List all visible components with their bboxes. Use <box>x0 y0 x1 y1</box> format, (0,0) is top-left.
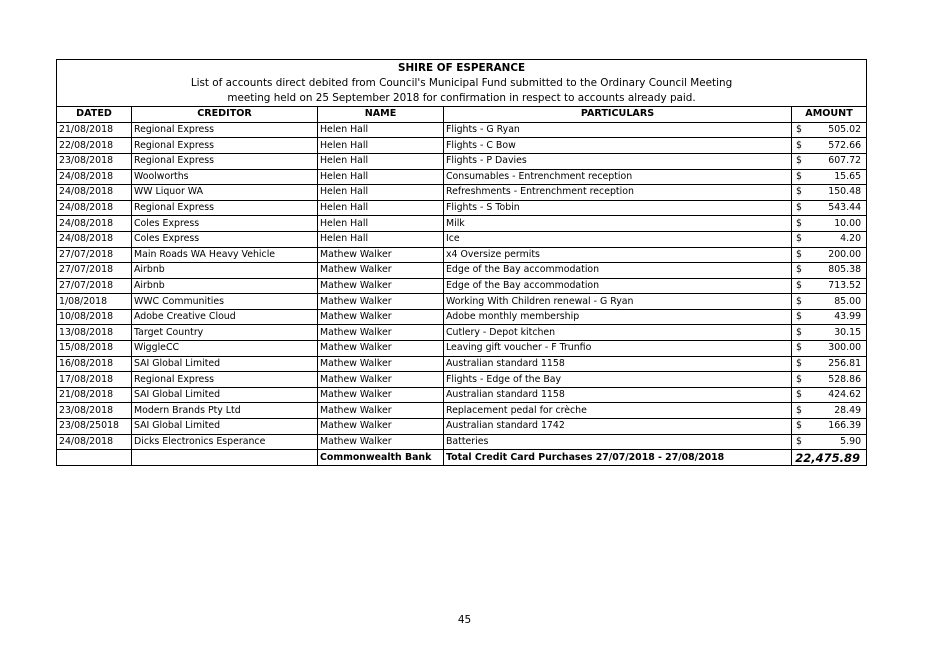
currency-symbol: $ <box>796 264 802 276</box>
table-row <box>57 372 867 388</box>
accounts-table <box>56 59 867 466</box>
cell-amount <box>792 372 867 388</box>
cell-creditor: Main Roads WA Heavy Vehicle <box>132 247 318 263</box>
cell-name: Helen Hall <box>318 122 444 138</box>
cell-creditor: WW Liquor WA <box>132 185 318 201</box>
cell-particulars: Edge of the Bay accommodation <box>444 278 792 294</box>
cell-name: Helen Hall <box>318 200 444 216</box>
cell-dated: 13/08/2018 <box>57 325 132 341</box>
cell-creditor: SAI Global Limited <box>132 356 318 372</box>
cell-name: Mathew Walker <box>318 294 444 310</box>
cell-amount <box>792 200 867 216</box>
cell-particulars: Flights - P Davies <box>444 153 792 169</box>
cell-amount <box>792 247 867 263</box>
amount-value: 805.38 <box>828 264 862 276</box>
cell-name: Mathew Walker <box>318 372 444 388</box>
header-creditor: CREDITOR <box>132 107 318 123</box>
cell-particulars: Working With Children renewal - G Ryan <box>444 294 792 310</box>
cell-creditor: Dicks Electronics Esperance <box>132 434 318 450</box>
cell-creditor: SAI Global Limited <box>132 419 318 435</box>
table-row <box>57 231 867 247</box>
total-particulars: Total Credit Card Purchases 27/07/2018 - 27/08/2018 <box>444 450 792 466</box>
cell-particulars: Australian standard 1158 <box>444 387 792 403</box>
table-row <box>57 153 867 169</box>
cell-amount <box>792 387 867 403</box>
cell-dated: 10/08/2018 <box>57 309 132 325</box>
cell-name: Mathew Walker <box>318 247 444 263</box>
cell-particulars: Consumables - Entrenchment reception <box>444 169 792 185</box>
cell-amount <box>792 309 867 325</box>
header-amount: AMOUNT <box>792 107 867 123</box>
amount-value: 256.81 <box>828 357 862 369</box>
total-blank-creditor <box>132 450 318 466</box>
table-row <box>57 200 867 216</box>
currency-symbol: $ <box>796 389 802 401</box>
currency-symbol: $ <box>796 280 802 291</box>
cell-particulars: Flights - Edge of the Bay <box>444 372 792 388</box>
cell-particulars: Replacement pedal for crèche <box>444 403 792 419</box>
cell-particulars: Adobe monthly membership <box>444 309 792 325</box>
table-row <box>57 294 867 310</box>
amount-value: 10.00 <box>834 217 862 229</box>
amount-value: 543.44 <box>828 202 862 214</box>
amount-value: 28.49 <box>834 404 862 416</box>
cell-name: Helen Hall <box>318 216 444 232</box>
cell-particulars: Australian standard 1158 <box>444 356 792 372</box>
page-number: 45 <box>457 614 472 626</box>
cell-amount <box>792 341 867 357</box>
cell-amount <box>792 138 867 154</box>
currency-symbol: $ <box>796 404 802 416</box>
cell-creditor: WiggleCC <box>132 341 318 357</box>
cell-dated: 17/08/2018 <box>57 372 132 388</box>
table-row <box>57 387 867 403</box>
cell-creditor: Regional Express <box>132 153 318 169</box>
cell-particulars: Australian standard 1742 <box>444 419 792 435</box>
header-particulars: PARTICULARS <box>444 107 792 123</box>
cell-name: Mathew Walker <box>318 309 444 325</box>
total-blank-dated <box>57 450 132 466</box>
table-row <box>57 434 867 450</box>
cell-name: Helen Hall <box>318 138 444 154</box>
header-name: NAME <box>318 107 444 123</box>
cell-dated: 21/08/2018 <box>57 387 132 403</box>
currency-symbol: $ <box>796 295 802 307</box>
cell-name: Helen Hall <box>318 185 444 201</box>
table-row <box>57 356 867 372</box>
currency-symbol: $ <box>796 202 802 214</box>
amount-value: 200.00 <box>828 248 862 260</box>
table-row <box>57 216 867 232</box>
currency-symbol: $ <box>796 342 802 354</box>
amount-value: 43.99 <box>834 311 862 323</box>
cell-dated: 24/08/2018 <box>57 185 132 201</box>
cell-amount <box>792 122 867 138</box>
cell-amount <box>792 169 867 185</box>
cell-creditor: Target Country <box>132 325 318 341</box>
cell-creditor: Adobe Creative Cloud <box>132 309 318 325</box>
currency-symbol: $ <box>796 311 802 323</box>
total-name: Commonwealth Bank <box>318 450 444 466</box>
cell-particulars: Refreshments - Entrenchment reception <box>444 185 792 201</box>
amount-value: 5.90 <box>840 435 862 447</box>
cell-creditor: Regional Express <box>132 372 318 388</box>
cell-amount <box>792 294 867 310</box>
amount-value: 166.39 <box>828 420 862 432</box>
cell-creditor: Modern Brands Pty Ltd <box>132 403 318 419</box>
currency-symbol: $ <box>796 217 802 229</box>
cell-particulars: Edge of the Bay accommodation <box>444 263 792 279</box>
cell-dated: 23/08/2018 <box>57 153 132 169</box>
cell-particulars: Batteries <box>444 434 792 450</box>
cell-amount <box>792 216 867 232</box>
cell-dated: 27/07/2018 <box>57 247 132 263</box>
table-row <box>57 247 867 263</box>
amount-value: 713.52 <box>828 280 862 291</box>
currency-symbol: $ <box>796 357 802 369</box>
cell-name: Mathew Walker <box>318 356 444 372</box>
cell-amount <box>792 231 867 247</box>
amount-value: 505.02 <box>828 124 862 136</box>
cell-particulars: Ice <box>444 231 792 247</box>
table-row <box>57 325 867 341</box>
cell-amount <box>792 403 867 419</box>
cell-creditor: Airbnb <box>132 263 318 279</box>
table-row <box>57 403 867 419</box>
amount-value: 15.65 <box>834 170 862 182</box>
cell-particulars: Milk <box>444 216 792 232</box>
cell-name: Helen Hall <box>318 169 444 185</box>
cell-particulars: Cutlery - Depot kitchen <box>444 325 792 341</box>
currency-symbol: $ <box>796 155 802 167</box>
report-subtitle-line-2: meeting held on 25 September 2018 for confirmation in respect to accounts already paid. <box>57 91 867 107</box>
header-row <box>57 107 867 123</box>
currency-symbol: $ <box>796 420 802 432</box>
cell-name: Mathew Walker <box>318 263 444 279</box>
currency-symbol: $ <box>796 373 802 385</box>
amount-value: 85.00 <box>834 295 862 307</box>
currency-symbol: $ <box>796 233 802 245</box>
report-subtitle-line-1: List of accounts direct debited from Council's Municipal Fund submitted to the Ordinary Council Meeting <box>57 75 867 90</box>
table-row <box>57 122 867 138</box>
cell-name: Mathew Walker <box>318 341 444 357</box>
report-title: SHIRE OF ESPERANCE <box>57 60 867 76</box>
cell-creditor: SAI Global Limited <box>132 387 318 403</box>
amount-value: 607.72 <box>828 155 862 167</box>
currency-symbol: $ <box>796 435 802 447</box>
currency-symbol: $ <box>796 170 802 182</box>
table-row <box>57 309 867 325</box>
cell-dated: 24/08/2018 <box>57 216 132 232</box>
cell-creditor: Coles Express <box>132 216 318 232</box>
amount-value: 30.15 <box>834 326 862 338</box>
amount-value: 300.00 <box>828 342 862 354</box>
cell-dated: 23/08/2018 <box>57 403 132 419</box>
cell-name: Mathew Walker <box>318 325 444 341</box>
amount-value: 424.62 <box>828 389 862 401</box>
cell-name: Mathew Walker <box>318 419 444 435</box>
table-row <box>57 138 867 154</box>
cell-amount <box>792 185 867 201</box>
cell-dated: 24/08/2018 <box>57 200 132 216</box>
cell-creditor: Regional Express <box>132 200 318 216</box>
table-row <box>57 185 867 201</box>
cell-name: Helen Hall <box>318 231 444 247</box>
amount-value: 572.66 <box>828 139 862 151</box>
report-subtitle-row-1 <box>57 75 867 90</box>
cell-name: Mathew Walker <box>318 387 444 403</box>
cell-particulars: Flights - S Tobin <box>444 200 792 216</box>
currency-symbol: $ <box>796 186 802 198</box>
cell-creditor: Regional Express <box>132 122 318 138</box>
cell-amount <box>792 419 867 435</box>
cell-dated: 21/08/2018 <box>57 122 132 138</box>
cell-dated: 27/07/2018 <box>57 278 132 294</box>
cell-dated: 27/07/2018 <box>57 263 132 279</box>
cell-amount <box>792 325 867 341</box>
table-row <box>57 263 867 279</box>
currency-symbol: $ <box>796 326 802 338</box>
report-title-row <box>57 60 867 76</box>
cell-creditor: WWC Communities <box>132 294 318 310</box>
currency-symbol: $ <box>796 248 802 260</box>
cell-dated: 24/08/2018 <box>57 169 132 185</box>
total-row <box>57 450 867 466</box>
currency-symbol: $ <box>796 139 802 151</box>
currency-symbol: $ <box>796 124 802 136</box>
cell-dated: 16/08/2018 <box>57 356 132 372</box>
amount-value: 528.86 <box>828 373 862 385</box>
cell-dated: 1/08/2018 <box>57 294 132 310</box>
cell-particulars: x4 Oversize permits <box>444 247 792 263</box>
cell-dated: 24/08/2018 <box>57 231 132 247</box>
cell-amount <box>792 278 867 294</box>
cell-particulars: Flights - G Ryan <box>444 122 792 138</box>
cell-creditor: Airbnb <box>132 278 318 294</box>
report-subtitle-row-2 <box>57 91 867 107</box>
cell-amount <box>792 263 867 279</box>
cell-amount <box>792 356 867 372</box>
table-row <box>57 419 867 435</box>
table-row <box>57 169 867 185</box>
cell-amount <box>792 434 867 450</box>
cell-name: Mathew Walker <box>318 434 444 450</box>
cell-name: Mathew Walker <box>318 403 444 419</box>
cell-dated: 15/08/2018 <box>57 341 132 357</box>
amount-value: 4.20 <box>840 233 862 245</box>
table-row <box>57 341 867 357</box>
cell-particulars: Leaving gift voucher - F Trunfio <box>444 341 792 357</box>
cell-dated: 22/08/2018 <box>57 138 132 154</box>
cell-creditor: Coles Express <box>132 231 318 247</box>
cell-creditor: Woolworths <box>132 169 318 185</box>
cell-name: Mathew Walker <box>318 278 444 294</box>
amount-value: 150.48 <box>828 186 862 198</box>
cell-creditor: Regional Express <box>132 138 318 154</box>
cell-dated: 23/08/25018 <box>57 419 132 435</box>
total-amount: 22,475.89 <box>792 450 867 466</box>
table-row <box>57 278 867 294</box>
cell-name: Helen Hall <box>318 153 444 169</box>
header-dated: DATED <box>57 107 132 123</box>
cell-amount <box>792 153 867 169</box>
cell-dated: 24/08/2018 <box>57 434 132 450</box>
cell-particulars: Flights - C Bow <box>444 138 792 154</box>
